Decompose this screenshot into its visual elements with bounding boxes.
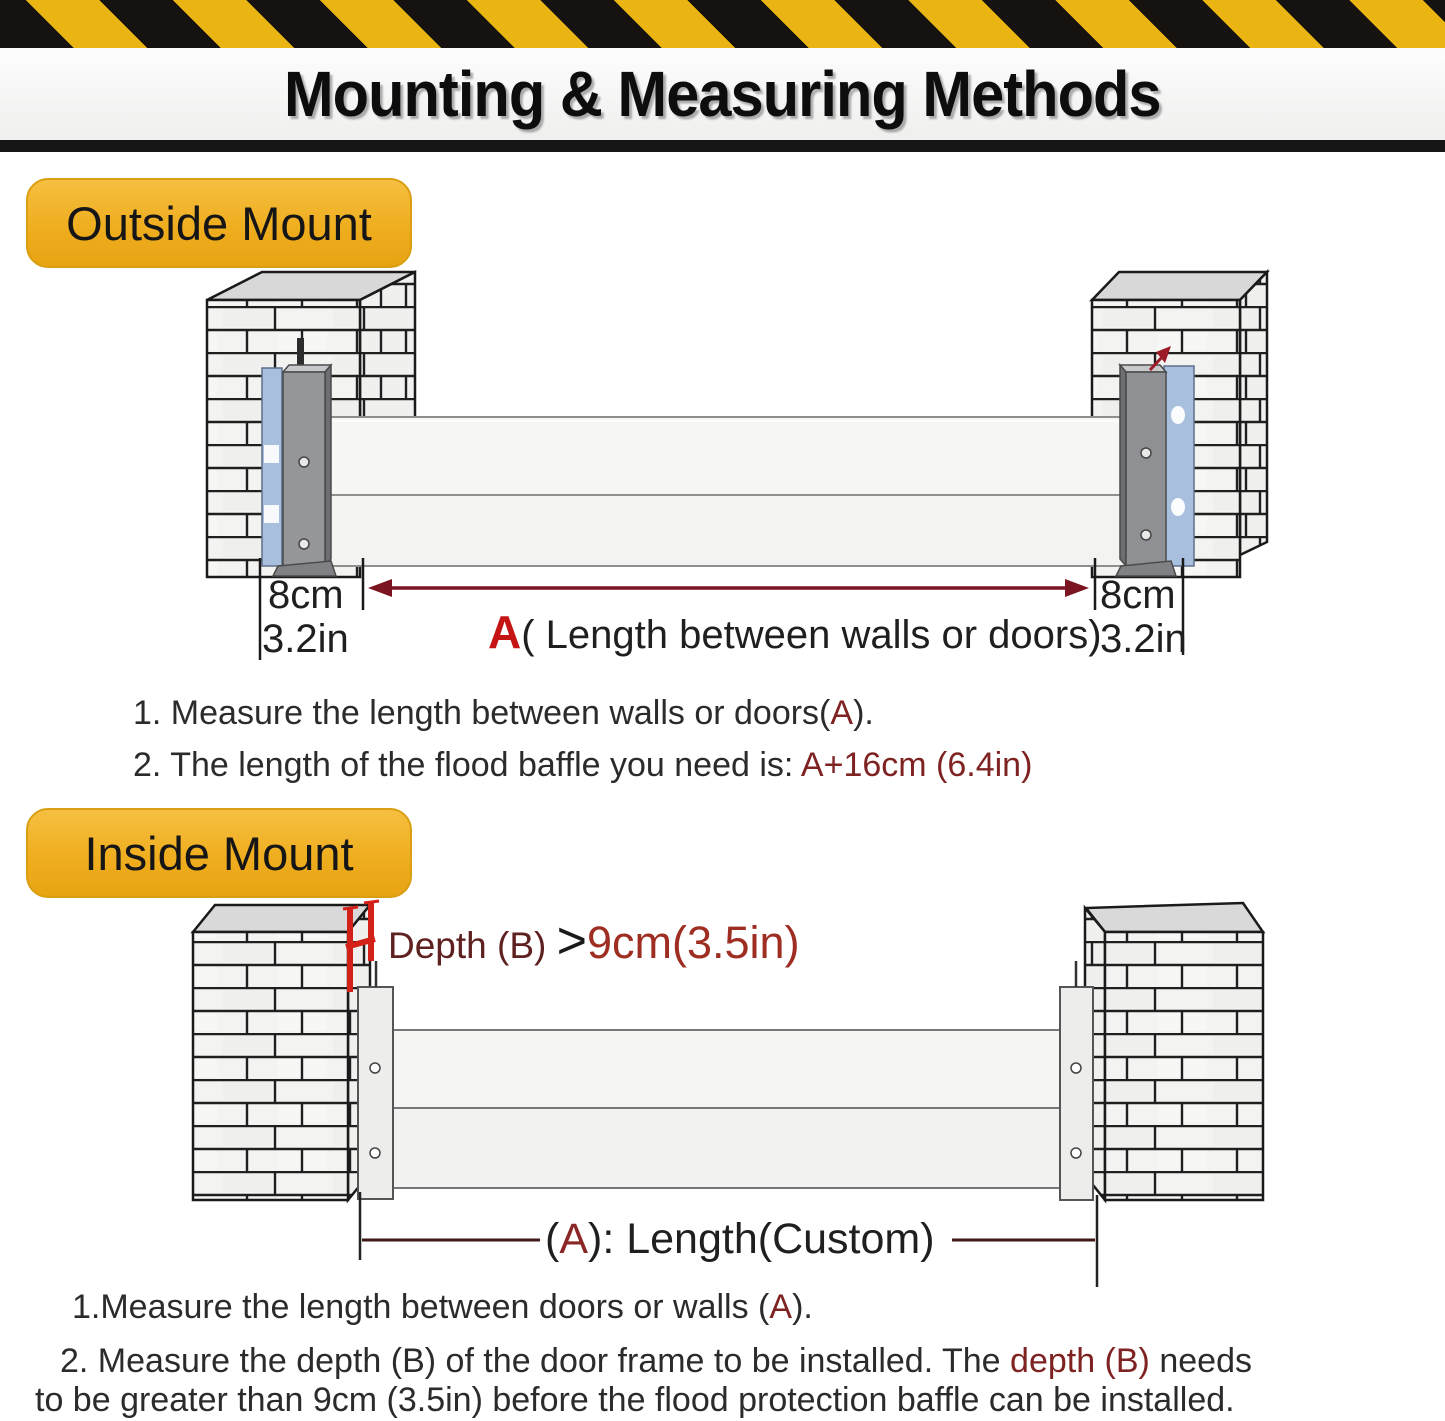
inside-mount-diagram — [0, 895, 1445, 1295]
arrow-head-left-icon — [368, 579, 392, 597]
inside-measurement — [360, 1192, 1097, 1287]
inside-step2-continued: to be greater than 9cm (3.5in) before the flood protection baffle can be installed. — [35, 1381, 1235, 1419]
inside-step-2-line1 — [60, 1342, 1252, 1380]
outside-mount-diagram — [0, 260, 1445, 690]
length-a-label — [488, 606, 1102, 658]
inside-step-2-line2 — [35, 1381, 1235, 1419]
barrier-panel-bottom — [325, 495, 1126, 566]
length-custom-open: ( — [545, 1215, 560, 1263]
length-custom-a: A — [559, 1215, 589, 1263]
left-offset-cm: 8cm — [268, 573, 344, 617]
barrier-panel-top — [325, 417, 1126, 495]
inside-step-1 — [72, 1288, 813, 1326]
left-channel-front — [358, 987, 393, 1199]
barrier-panel-top — [393, 1030, 1060, 1108]
outside-step1-text: 1. Measure the length between walls or doors( — [133, 694, 831, 732]
left-channel-front — [283, 372, 325, 566]
left-pillar-front-face — [193, 932, 348, 1200]
length-a-letter: A — [488, 606, 522, 658]
inside-step2-text: 2. Measure the depth (B) of the door frame to be installed. The — [60, 1342, 1011, 1380]
left-seal-strip-notch — [264, 505, 279, 523]
outside-step-1 — [133, 694, 874, 732]
hazard-stripes-banner — [0, 0, 1445, 48]
title-band — [0, 48, 1445, 140]
outside-barrier-panels — [325, 417, 1126, 566]
inside-left-pillar — [193, 905, 370, 1200]
right-channel-screw-hole — [1071, 1063, 1081, 1073]
left-channel-screw-hole — [299, 457, 309, 467]
left-channel-screw-hole — [370, 1148, 380, 1158]
outside-step1-end: ). — [853, 694, 874, 732]
left-offset-in: 3.2in — [262, 617, 349, 661]
right-channel-front — [1060, 987, 1093, 1200]
left-seal-strip-notch — [264, 445, 279, 463]
outside-step2-formula: A+16cm (6.4in) — [800, 746, 1033, 784]
right-channel-top — [1120, 365, 1166, 372]
depth-bracket-cap — [364, 901, 379, 903]
outside-mount-badge — [26, 178, 412, 268]
inside-step1-text: 1.Measure the length between doors or walls ( — [72, 1288, 770, 1326]
left-pillar-side-face — [360, 272, 415, 425]
right-seal-strip-notch — [1171, 498, 1185, 516]
inside-step1-a: A — [769, 1288, 793, 1326]
right-pillar-top-face — [1086, 903, 1263, 932]
right-channel-screw-hole — [1071, 1148, 1081, 1158]
inside-mount-badge-label: Inside Mount — [84, 826, 354, 880]
left-channel-edge — [325, 365, 331, 566]
left-channel-screw-hole — [370, 1063, 380, 1073]
left-seal-strip — [262, 368, 282, 566]
depth-value: 9cm(3.5in) — [587, 917, 800, 968]
greater-than-sign: > — [556, 912, 587, 970]
outside-step2-text: 2. The length of the flood baffle you need is: — [133, 746, 801, 784]
length-a-caption: ( Length between walls or doors) — [521, 613, 1102, 657]
right-offset-cm: 8cm — [1100, 573, 1176, 617]
inside-step2-depth: depth (B) — [1010, 1342, 1150, 1380]
right-channel-screw-hole — [1141, 530, 1151, 540]
right-pillar-front-face — [1105, 932, 1263, 1200]
outside-step-2 — [133, 746, 1032, 784]
outside-mount-badge-label: Outside Mount — [66, 196, 372, 250]
inside-mount-badge — [26, 808, 412, 898]
length-custom-rest: ): Length(Custom) — [588, 1215, 935, 1263]
inside-right-channel — [1060, 961, 1093, 1200]
right-pillar-side-face — [1240, 272, 1267, 555]
right-pillar-top-face — [1092, 272, 1267, 300]
right-channel-edge — [1120, 365, 1126, 566]
barrier-panel-bottom — [393, 1108, 1060, 1188]
outside-measurement — [260, 558, 1187, 661]
inside-barrier-panels — [393, 1030, 1060, 1188]
outside-step1-a: A — [830, 694, 854, 732]
inside-step1-end: ). — [792, 1288, 813, 1326]
depth-label — [388, 912, 800, 970]
outside-right-channel-assembly — [1164, 366, 1194, 566]
depth-bracket-cap — [343, 907, 358, 909]
left-channel-screw-hole — [299, 539, 309, 549]
right-seal-strip — [1164, 366, 1194, 566]
right-channel-screw-hole — [1141, 448, 1151, 458]
inside-step2-needs: needs — [1149, 1342, 1252, 1380]
page-title: Mounting & Measuring Methods — [284, 58, 1161, 130]
header-divider-bar — [0, 140, 1445, 152]
length-custom-label — [545, 1215, 935, 1263]
inside-left-channel — [358, 961, 393, 1199]
right-offset-in: 3.2in — [1100, 617, 1187, 661]
depth-label-text: Depth (B) — [388, 925, 557, 966]
left-channel-top — [283, 365, 331, 372]
arrow-head-right-icon — [1065, 579, 1089, 597]
inside-right-pillar — [1085, 903, 1263, 1200]
outside-left-channel — [273, 365, 336, 576]
right-seal-strip-notch — [1171, 406, 1185, 424]
